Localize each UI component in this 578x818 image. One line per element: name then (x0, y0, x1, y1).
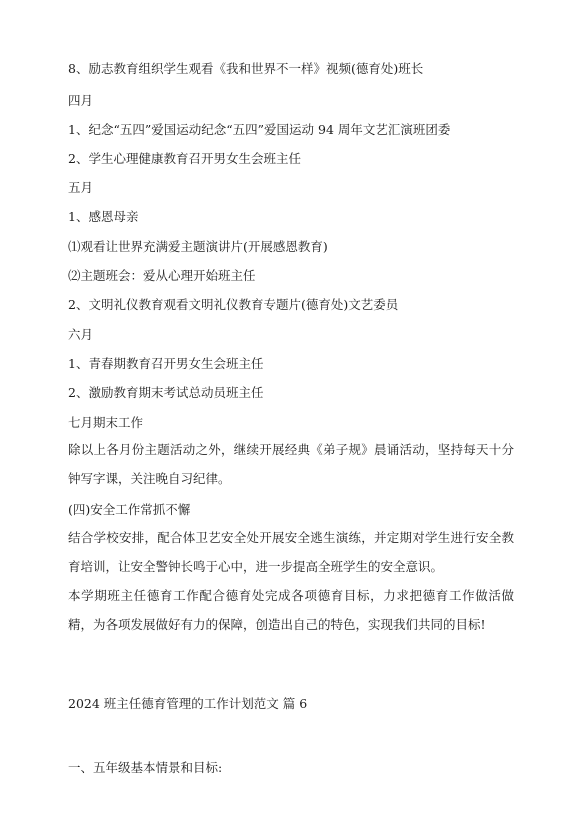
plan-item-april-1: 1、纪念“五四”爱国运动纪念“五四”爱国运动 94 周年文艺汇演班团委 (68, 122, 451, 137)
plan-item-june-1: 1、青春期教育召开男女生会班主任 (68, 356, 264, 371)
month-heading-july: 七月期末工作 (68, 415, 144, 430)
paragraph-summary-text: 本学期班主任德育工作配合德育处完成各项德育目标，力求把德育工作做活做精，为各项发展做好有力的保障，创造出自己的特色，实现我们共同的目标! (68, 588, 514, 632)
month-heading-april: 四月 (68, 93, 94, 108)
section-heading-safety: (四)安全工作常抓不懈 (68, 502, 191, 517)
plan-item-may-1: 1、感恩母亲 (68, 209, 139, 224)
month-heading-may: 五月 (68, 180, 94, 195)
plan-item-april-2: 2、学生心理健康教育召开男女生会班主任 (68, 151, 301, 166)
section-heading-grade-five: 一、五年级基本情景和目标: (68, 760, 223, 775)
paragraph-safety-text: 结合学校安排，配合体卫艺安全处开展安全逃生演练，并定期对学生进行安全教育培训，让安全警钟长鸣于心中，进一步提高全班学生的安全意识。 (68, 530, 514, 574)
paragraph-monthly-activities-text: 除以上各月份主题活动之外，继续开展经典《弟子规》晨诵活动，坚持每天十分钟写字课，关注晚自习纪律。 (68, 442, 514, 486)
plan-subitem-may-1-1: ⑴观看让世界充满爱主题演讲片(开展感恩教育) (68, 239, 328, 254)
plan-item-april-8: 8、励志教育组织学生观看《我和世界不一样》视频(德育处)班长 (68, 61, 424, 76)
plan-item-may-2: 2、文明礼仪教育观看文明礼仪教育专题片(德育处)文艺委员 (68, 297, 399, 312)
paragraph-safety (68, 524, 514, 581)
plan-item-june-2: 2、激励教育期末考试总动员班主任 (68, 385, 264, 400)
paragraph-monthly-activities (68, 436, 514, 493)
article-title: 2024 班主任德育管理的工作计划范文 篇 6 (68, 696, 308, 711)
paragraph-summary (68, 582, 514, 639)
plan-subitem-may-1-2: ⑵主题班会：爱从心理开始班主任 (68, 268, 256, 283)
month-heading-june: 六月 (68, 327, 94, 342)
